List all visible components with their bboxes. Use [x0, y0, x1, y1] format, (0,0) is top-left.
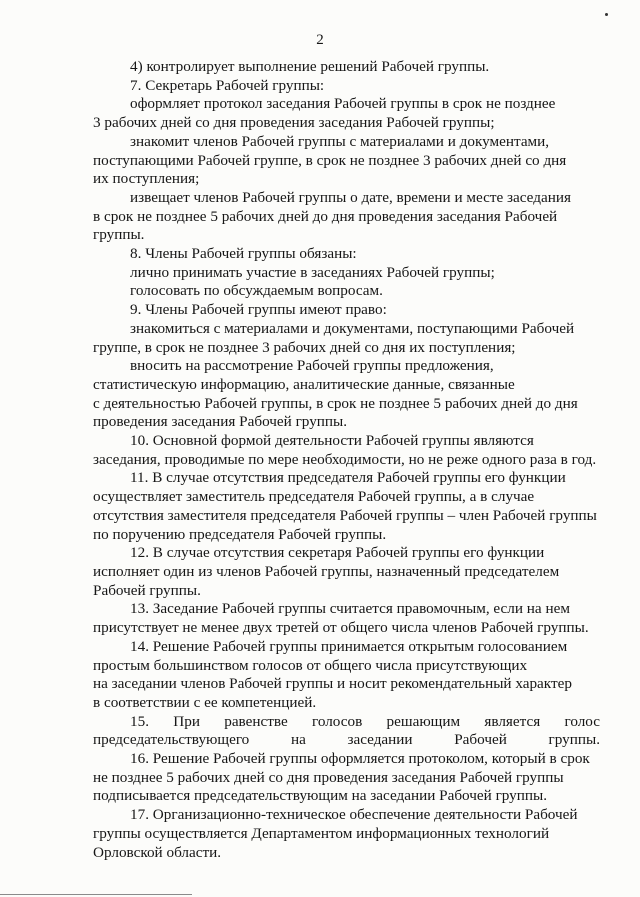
section-11-paragraph: 11. В случае отсутствия председателя Рабочей группы его функции осуществляет заместитель председателя Рабочей группы, а в случае отсутствия заместителя председателя Рабочей группы – член Рабочей группы по поручению председателя Рабочей группы. — [93, 469, 597, 543]
member-right-submit: вносить на рассмотрение Рабочей группы предложения, статистическую информацию, аналитические данные, связанные с деятельностью Рабочей группы, в срок не позднее 5 рабочих дней до дня проведения заседания Рабочей группы. — [93, 357, 578, 431]
member-right-review: знакомиться с материалами и документами, поступающими Рабочей группе, в срок не позднее 3 рабочих дней со дня их поступления; — [93, 319, 575, 356]
section-8-heading: 8. Члены Рабочей группы обязаны: — [130, 245, 357, 263]
section-15-paragraph: 15. При равенстве голосов решающим является голос председательствующего на заседании Рабочей группы. — [93, 712, 600, 749]
scan-edge-line — [0, 894, 192, 895]
secretary-duty-materials: знакомит членов Рабочей группы с материалами и документами, поступающими Рабочей группе, в срок не позднее 3 рабочих дней со дня их поступления; — [93, 132, 567, 188]
document-body — [93, 58, 600, 862]
section-10-paragraph: 10. Основной формой деятельности Рабочей группы являются заседания, проводимые по мере необходимости, но не реже одного раза в год. — [93, 432, 597, 468]
section-14-paragraph: 14. Решение Рабочей группы принимается открытым голосованием простым большинством голосов от общего числа присутствующих на заседании членов Рабочей группы и носит рекомендательный характер в соответствии с ее компетенцией. — [93, 637, 572, 711]
section-12-paragraph: 12. В случае отсутствия секретаря Рабочей группы его функции исполняет один из членов Рабочей группы, назначенный председателем Рабочей группы. — [93, 544, 560, 599]
page-number: 2 — [316, 32, 324, 48]
member-duty-attend: лично принимать участие в заседаниях Рабочей группы; — [130, 263, 495, 281]
section-13-paragraph: 13. Заседание Рабочей группы считается правомочным, если на нем присутствует не менее двух третей от общего числа членов Рабочей группы. — [93, 600, 589, 637]
section-9-heading: 9. Члены Рабочей группы имеют право: — [130, 301, 387, 319]
scan-mark-dot — [605, 13, 608, 16]
item-4-control-text: 4) контролирует выполнение решений Рабочей группы. — [130, 58, 490, 75]
section-17-paragraph: 17. Организационно-техническое обеспечение деятельности Рабочей группы осуществляется Департаментом информационных технологий Орловской области. — [93, 806, 578, 861]
secretary-duty-protocol: оформляет протокол заседания Рабочей группы в срок не позднее 3 рабочих дней со дня проведения заседания Рабочей группы; — [93, 95, 556, 132]
section-7-heading: 7. Секретарь Рабочей группы: — [130, 76, 325, 94]
member-duty-vote: голосовать по обсуждаемым вопросам. — [130, 282, 383, 300]
secretary-duty-notify: извещает членов Рабочей группы о дате, времени и месте заседания в срок не позднее 5 рабочих дней до дня проведения заседания Рабочей группы. — [93, 188, 571, 244]
section-16-paragraph: 16. Решение Рабочей группы оформляется протоколом, который в срок не позднее 5 рабочих дней со дня проведения заседания Рабочей группы подписывается председательствующим на заседании Рабочей группы. — [93, 750, 590, 805]
